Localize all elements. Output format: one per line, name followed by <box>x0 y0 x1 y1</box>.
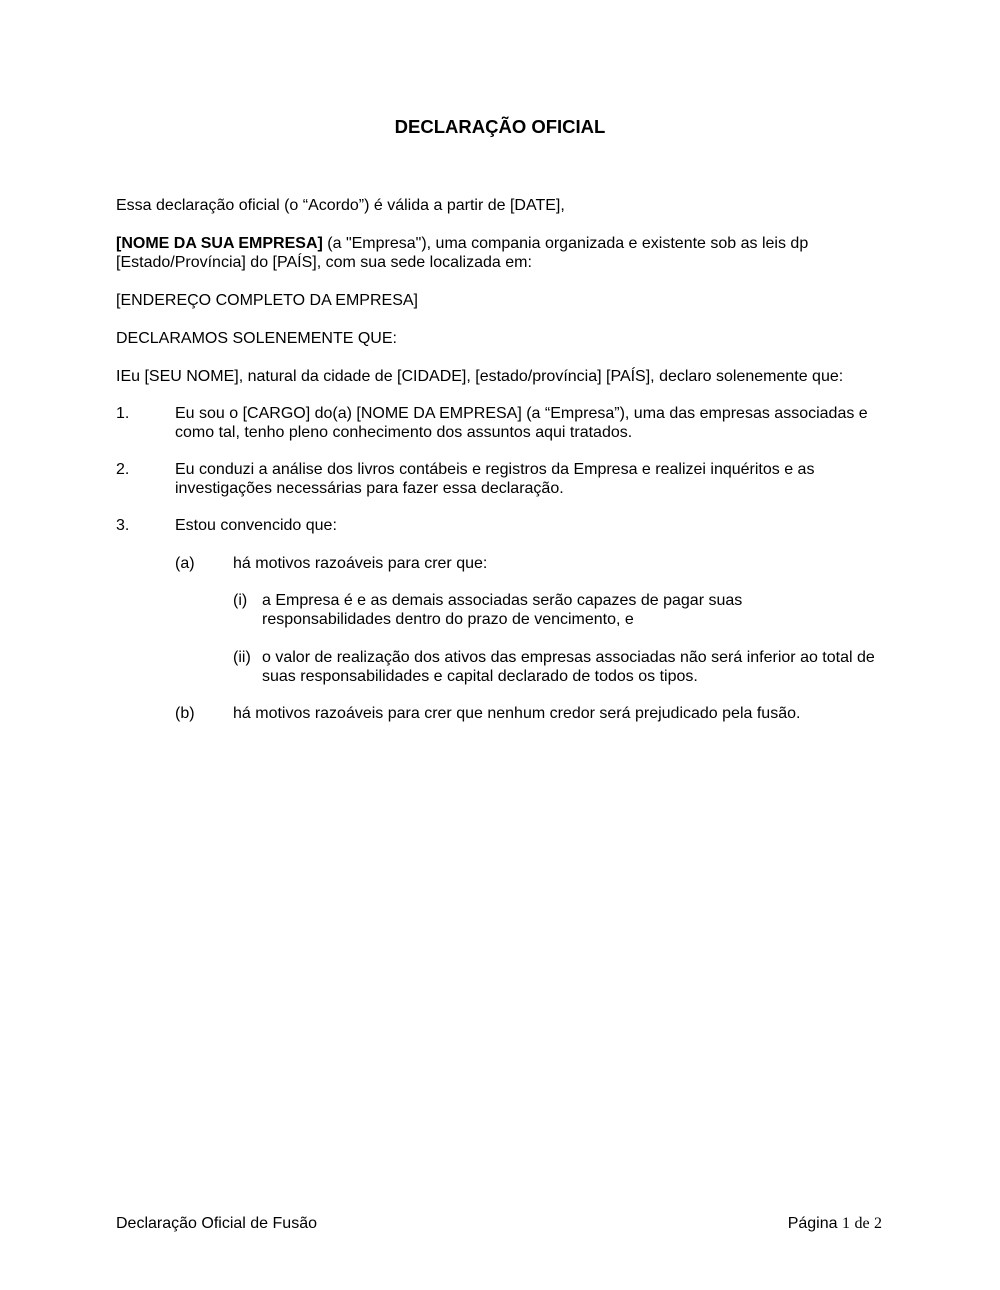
total-pages: 2 <box>874 1215 882 1232</box>
declare-paragraph: DECLARAMOS SOLENEMENTE QUE: <box>116 330 397 347</box>
company-paragraph <box>116 234 836 272</box>
item-number: 2. <box>116 461 130 478</box>
intro-paragraph: Essa declaração oficial (o “Acordo”) é válida a partir de [DATE], <box>116 197 565 214</box>
roman-label: (ii) <box>233 649 251 666</box>
subitem-label: (b) <box>175 705 195 722</box>
item-text: Eu sou o [CARGO] do(a) [NOME DA EMPRESA] (a “Empresa”), uma das empresas associadas e como tal, tenho pleno conhecimento dos assuntos aqui tratados. <box>175 405 868 441</box>
address-paragraph: [ENDEREÇO COMPLETO DA EMPRESA] <box>116 292 418 309</box>
item-number: 1. <box>116 405 130 422</box>
subitem-text: há motivos razoáveis para crer que: <box>233 555 488 572</box>
current-page: 1 <box>841 1215 850 1232</box>
company-name: [NOME DA SUA EMPRESA] <box>116 235 323 252</box>
document-title: DECLARAÇÃO OFICIAL <box>394 116 606 137</box>
roman-text: a Empresa é e as demais associadas serão capazes de pagar suas responsabilidades dentro do prazo de vencimento, e <box>262 592 743 628</box>
roman-label: (i) <box>233 592 248 609</box>
item-number: 3. <box>116 517 130 534</box>
company-details: (a "Empresa"), uma compania organizada e existente sob as leis dp [Estado/Província] do [PAÍS], com sua sede localizada em: <box>116 235 809 271</box>
subitem-text: há motivos razoáveis para crer que nenhum credor será prejudicado pela fusão. <box>233 705 801 722</box>
declarant-paragraph: IEu [SEU NOME], natural da cidade de [CIDADE], [estado/província] [PAÍS], declaro solenemente que: <box>116 368 844 385</box>
page-number <box>788 1214 882 1233</box>
page-label: Página <box>787 1215 838 1232</box>
item-text: Eu conduzi a análise dos livros contábeis e registros da Empresa e realizei inquéritos e as investigações necessárias para fazer essa declaração. <box>175 461 815 497</box>
item-text: Estou convencido que: <box>175 517 337 534</box>
roman-text: o valor de realização dos ativos das empresas associadas não será inferior ao total de suas responsabilidades e capital declarado de todos os tipos. <box>262 649 875 685</box>
page-of: de <box>854 1215 870 1232</box>
subitem-label: (a) <box>175 555 195 572</box>
footer-title: Declaração Oficial de Fusão <box>116 1215 317 1232</box>
